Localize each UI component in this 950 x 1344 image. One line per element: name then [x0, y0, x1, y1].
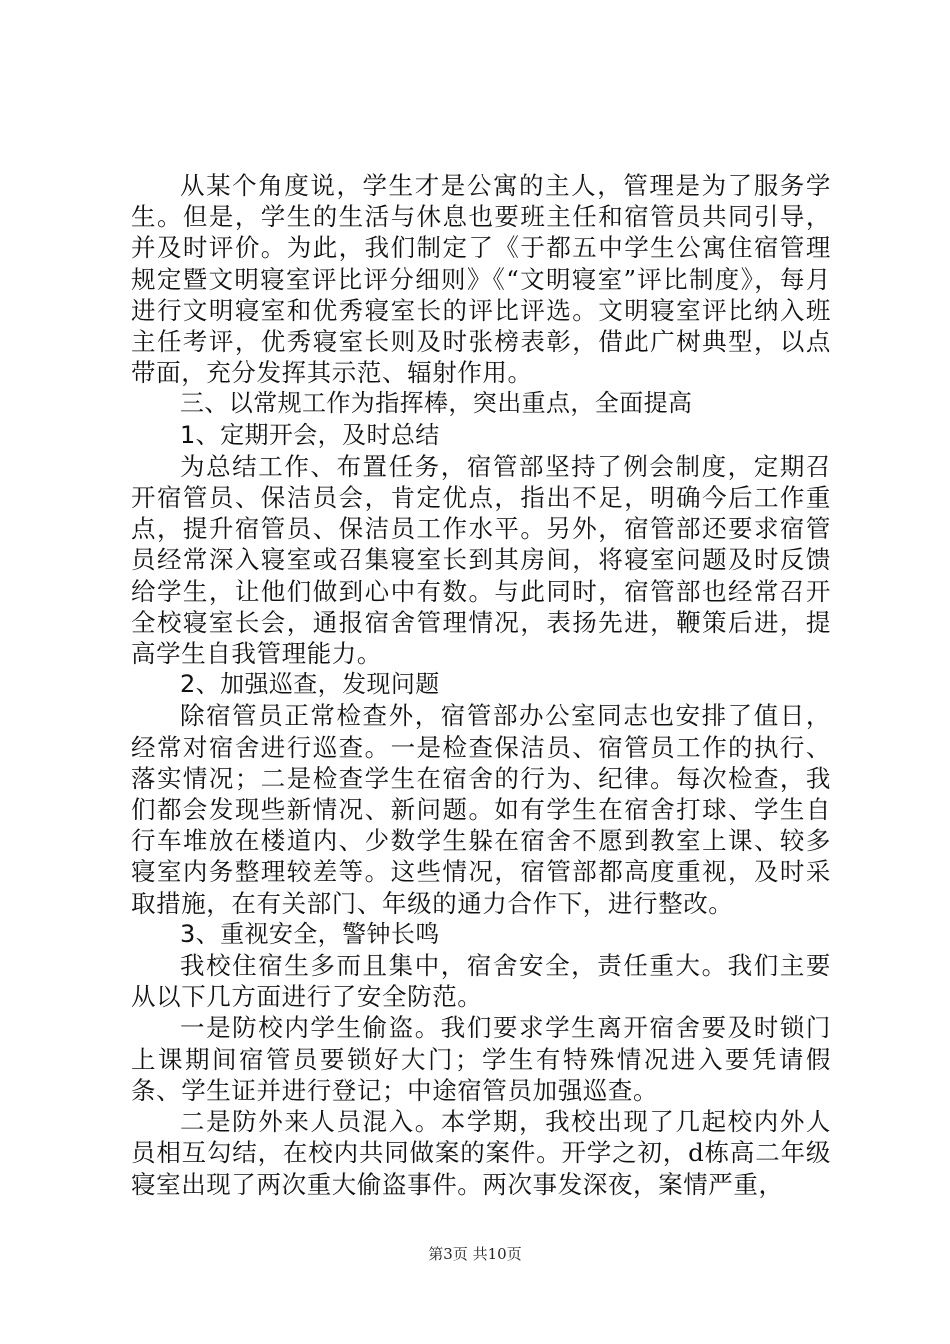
- page-footer: 第3页 共10页: [428, 1245, 522, 1263]
- paragraph: 除宿管员正常检查外，宿管部办公室同志也安排了值日，经常对宿舍进行巡查。一是检查保洁员、宿管员工作的执行、落实情况；二是检查学生在宿舍的行为、纪律。每次检查，我们都会发现些新情况、新问题。如有学生在宿舍打球、学生自行车堆放在楼道内、少数学生躲在宿舍不愿到教室上课、较多寝室内务整理较差等。这些情况，宿管部都高度重视，及时采取措施，在有关部门、年级的通力合作下，进行整改。: [131, 701, 831, 918]
- paragraph: 我校住宿生多而且集中，宿舍安全，责任重大。我们主要从以下几方面进行了安全防范。: [131, 951, 831, 1012]
- paragraph: 从某个角度说，学生才是公寓的主人，管理是为了服务学生。但是，学生的生活与休息也要班主任和宿管员共同引导，并及时评价。为此，我们制定了《于都五中学生公寓住宿管理规定暨文明寝室评比评分细则》《“文明寝室”评比制度》，每月进行文明寝室和优秀寝室长的评比评选。文明寝室评比纳入班主任考评，优秀寝室长则及时张榜表彰，借此广树典型，以点带面，充分发挥其示范、辐射作用。: [131, 171, 831, 388]
- paragraph: 一是防校内学生偷盗。我们要求学生离开宿舍要及时锁门上课期间宿管员要锁好大门；学生有特殊情况进入要凭请假条、学生证并进行登记；中途宿管员加强巡查。: [131, 1013, 831, 1105]
- subsection-heading: 1、定期开会，及时总结: [180, 420, 440, 449]
- document-body: [131, 170, 831, 1200]
- subsection-heading: 3、重视安全，警钟长鸣: [180, 919, 440, 948]
- paragraph: 为总结工作、布置任务，宿管部坚持了例会制度，定期召开宿管员、保洁员会，肯定优点，指出不足，明确今后工作重点，提升宿管员、保洁员工作水平。另外，宿管部还要求宿管员经常深入寝室或召集寝室长到其房间，将寝室问题及时反馈给学生，让他们做到心中有数。与此同时，宿管部也经常召开全校寝室长会，通报宿舍管理情况，表扬先进，鞭策后进，提高学生自我管理能力。: [131, 451, 831, 669]
- paragraph: 二是防外来人员混入。本学期，我校出现了几起校内外人员相互勾结，在校内共同做案的案件。开学之初，d栋高二年级寝室出现了两次重大偷盗事件。两次事发深夜，案情严重，: [131, 1107, 831, 1199]
- subsection-heading: 2、加强巡查，发现问题: [180, 670, 440, 699]
- section-heading: 三、以常规工作为指挥棒，突出重点，全面提高: [180, 389, 693, 418]
